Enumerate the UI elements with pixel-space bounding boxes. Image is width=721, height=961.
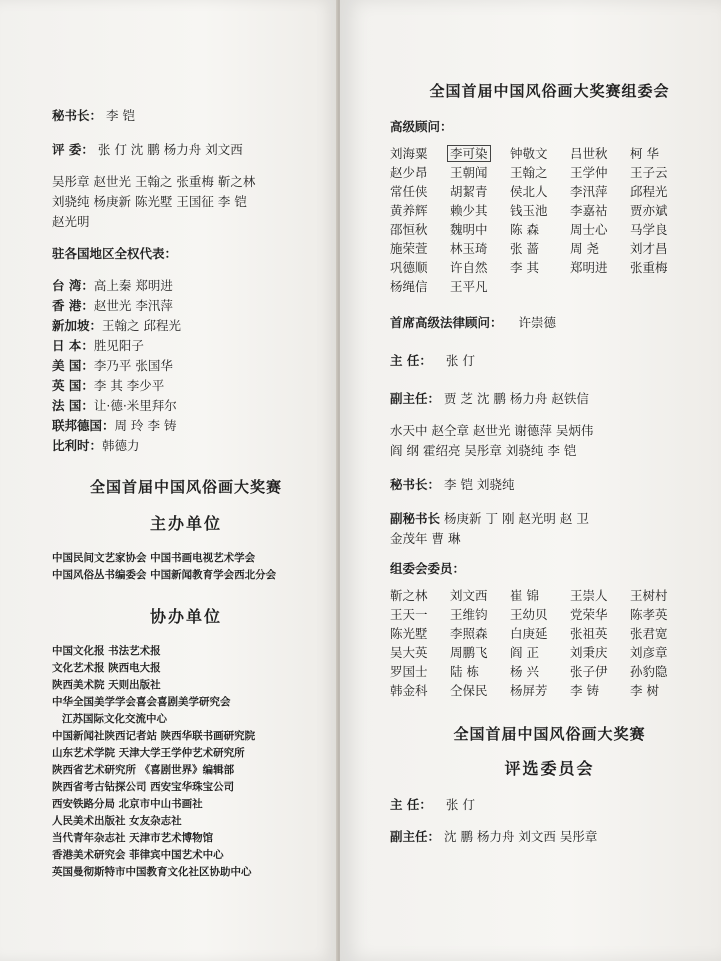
rep-row: 法 国：让·德·米里拜尔 [52, 398, 177, 413]
advisor-name: 张 蔷 [510, 241, 539, 256]
advisor-name: 赵少昂 [390, 165, 428, 180]
rep-row: 联邦德国：周 玲 李 铸 [52, 418, 177, 433]
cohost-line: 山东艺术学院 天津大学王学仲艺术研究所 [52, 747, 245, 759]
member-name: 周鹏飞 [450, 645, 488, 660]
advisor-name: 施荣萱 [390, 241, 428, 256]
chief-legal-line [390, 315, 709, 331]
director-name: 张 仃 [445, 353, 475, 368]
advisors-grid [390, 145, 709, 295]
deputy-secretaries-names-1: 杨庚新 丁 刚 赵光明 赵 卫 [444, 511, 589, 526]
advisor-name: 张重梅 [630, 260, 668, 275]
host-line: 中国民间文艺家协会 中国书画电视艺术学会 [52, 552, 256, 564]
advisor-name: 王翰之 [510, 165, 548, 180]
advisor-name: 侯北人 [510, 184, 548, 199]
cohost-line: 江苏国际文化交流中心 [62, 713, 167, 725]
vice-directors-names-1: 贾 芝 沈 鹏 杨力舟 赵铁信 [444, 391, 589, 406]
cohost-line: 中华全国美学学会喜会喜剧美学研究会 [52, 696, 231, 708]
member-name: 杨 兴 [510, 664, 539, 679]
selection-vice-names: 沈 鹏 杨力舟 刘文西 吴彤章 [444, 829, 598, 844]
member-name: 李 铸 [570, 683, 599, 698]
judges-line-1 [52, 142, 320, 158]
advisor-name: 黄养辉 [390, 203, 428, 218]
selection-director-line [390, 797, 709, 813]
selection-director-label: 主 任： [390, 797, 432, 812]
cohost-line: 中国文化报 书法艺术报 [52, 645, 161, 657]
rep-row: 香 港：赵世光 李汛萍 [52, 298, 173, 313]
right-secretary-line [390, 477, 709, 493]
committee-title: 全国首届中国风俗画大奖赛组委会 [429, 82, 670, 100]
cohost-line: 香港美术研究会 菲律宾中国艺术中心 [52, 849, 224, 861]
vice-directors-line-1 [390, 391, 709, 407]
advisor-name: 马学良 [630, 222, 668, 237]
advisor-name: 许自然 [450, 260, 488, 275]
advisor-name: 王学仲 [570, 165, 608, 180]
host-line: 中国风俗丛书编委会 中国新闻教育学会西北分会 [52, 569, 277, 581]
right-secretary-names: 李 铠 刘骁纯 [444, 477, 515, 492]
rep-row: 日 本：胜见阳子 [52, 338, 144, 353]
selection-subtitle: 评选委员会 [504, 759, 595, 778]
judges-label: 评 委： [52, 142, 94, 157]
advisor-name: 李 其 [510, 260, 539, 275]
member-name: 陈光墅 [390, 626, 428, 641]
director-label: 主 任： [390, 353, 432, 368]
advisor-name: 王平凡 [450, 279, 488, 294]
right-secretary-label: 秘书长： [390, 477, 441, 492]
rep-row: 新加坡：王翰之 邱程光 [52, 318, 181, 333]
member-name: 陈孝英 [630, 607, 668, 622]
deputy-secretaries-names-2: 金茂年 曹 琳 [390, 531, 461, 546]
secretary-general-names: 李 铠 [106, 108, 135, 123]
advisor-name: 邱程光 [630, 184, 668, 199]
host-title: 主办单位 [149, 514, 222, 533]
cohost-title: 协办单位 [149, 607, 222, 626]
advisor-name: 胡絜青 [450, 184, 488, 199]
advisor-name: 柯 华 [630, 146, 659, 161]
cohost-list [52, 643, 320, 881]
advisor-name: 李嘉祜 [570, 203, 608, 218]
member-name: 李照森 [450, 626, 488, 641]
secretary-general-line [52, 108, 320, 124]
member-name: 韩金科 [390, 683, 428, 698]
advisors-title: 高级顾问： [390, 119, 453, 134]
cohost-line: 英国曼彻斯特市中国教育文化社区协助中心 [52, 866, 252, 878]
members-title: 组委会委员： [390, 561, 466, 576]
left-page [0, 0, 338, 961]
selection-director-name: 张 仃 [445, 797, 475, 812]
chief-legal-label: 首席高级法律顾问： [390, 315, 503, 330]
reps-title: 驻各国地区全权代表： [52, 246, 178, 261]
advisor-name: 刘海粟 [390, 146, 428, 161]
vice-directors-label: 副主任： [390, 391, 441, 406]
members-grid [390, 587, 709, 699]
advisor-name: 吕世秋 [570, 146, 608, 161]
right-page [340, 0, 721, 961]
judges-names-4: 赵光明 [52, 214, 90, 229]
advisor-name: 贾亦斌 [630, 203, 668, 218]
member-name: 张子伊 [570, 664, 608, 679]
member-name: 党荣华 [570, 607, 608, 622]
cohost-line: 文化艺术报 陕西电大报 [52, 662, 161, 674]
contest-title: 全国首届中国风俗画大奖赛 [89, 478, 282, 496]
vice-directors-names-3: 阎 纲 霍绍亮 吴彤章 刘骁纯 李 铠 [390, 443, 577, 458]
deputy-secretaries-label: 副秘书长 [390, 511, 441, 526]
advisor-name: 郑明进 [570, 260, 608, 275]
cohost-line: 人民美术出版社 女友杂志社 [52, 815, 182, 827]
cohost-line: 西安铁路分局 北京市中山书画社 [52, 798, 203, 810]
member-name: 罗国士 [390, 664, 428, 679]
advisor-name-highlighted: 李可染 [450, 145, 502, 162]
member-name: 刘文西 [450, 588, 488, 603]
advisor-name: 王朝闻 [450, 165, 488, 180]
member-name: 王天一 [390, 607, 428, 622]
member-name: 王幼贝 [510, 607, 548, 622]
secretary-general-label: 秘书长： [52, 108, 103, 123]
advisor-name: 邵恒秋 [390, 222, 428, 237]
member-name: 王崇人 [570, 588, 608, 603]
advisor-name: 林玉琦 [450, 241, 488, 256]
member-name: 陆 栋 [450, 664, 479, 679]
judges-names-3: 刘骁纯 杨庚新 陈光墅 王国征 李 铠 [52, 194, 247, 209]
advisor-name: 巩德顺 [390, 260, 428, 275]
cohost-line: 陕西美术院 天则出版社 [52, 679, 161, 691]
advisor-name: 钱玉池 [510, 203, 548, 218]
chief-legal-name: 许崇德 [518, 315, 557, 330]
advisor-name: 常任侠 [390, 184, 428, 199]
advisor-name: 赖少其 [450, 203, 488, 218]
selection-vice-line [390, 829, 709, 845]
advisor-name: 魏明中 [450, 222, 488, 237]
member-name: 王树村 [630, 588, 668, 603]
judges-names-1: 张 仃 沈 鹏 杨力舟 刘文西 [97, 142, 243, 157]
rep-row: 比利时：韩德力 [52, 438, 140, 453]
cohost-line: 当代青年杂志社 天津市艺术博物馆 [52, 832, 214, 844]
member-name: 杨屏芳 [510, 683, 548, 698]
member-name: 孙豹隐 [630, 664, 668, 679]
cohost-line: 中国新闻社陕西记者站 陕西华联书画研究院 [52, 730, 256, 742]
advisor-name: 钟敬文 [510, 146, 548, 161]
rep-row: 美 国：李乃平 张国华 [52, 358, 173, 373]
member-name: 刘秉庆 [570, 645, 608, 660]
member-name: 白庚延 [510, 626, 548, 641]
member-name: 吴大英 [390, 645, 428, 660]
member-name: 刘彦章 [630, 645, 668, 660]
advisor-name: 王子云 [630, 165, 668, 180]
rep-row: 台 湾：高上秦 郑明进 [52, 278, 173, 293]
member-name: 阎 正 [510, 645, 539, 660]
advisor-name: 李汛萍 [570, 184, 608, 199]
member-name: 张君宽 [630, 626, 668, 641]
member-name: 仝保民 [450, 683, 488, 698]
member-name: 李 树 [630, 683, 659, 698]
advisor-name: 杨绳信 [390, 279, 428, 294]
judges-names-2: 吴彤章 赵世光 王翰之 张重梅 靳之林 [52, 174, 256, 189]
member-name: 崔 锦 [510, 588, 539, 603]
advisor-name: 陈 森 [510, 222, 539, 237]
selection-title: 全国首届中国风俗画大奖赛 [453, 725, 646, 743]
member-name: 靳之林 [390, 588, 428, 603]
advisor-name: 周士心 [570, 222, 608, 237]
cohost-line: 陕西省考古钻探公司 西安宝华珠宝公司 [52, 781, 235, 793]
director-line [390, 353, 709, 369]
deputy-secretaries-line-1 [390, 511, 709, 527]
advisor-name: 刘才昌 [630, 241, 668, 256]
reps-list [52, 278, 320, 454]
vice-directors-names-2: 水天中 赵仝章 赵世光 谢德萍 吴炳伟 [390, 423, 594, 438]
cohost-line: 陕西省艺术研究所 《喜剧世界》编辑部 [52, 764, 235, 776]
member-name: 张祖英 [570, 626, 608, 641]
rep-row: 英 国：李 其 李少平 [52, 378, 165, 393]
member-name: 王维钧 [450, 607, 488, 622]
advisor-name: 周 尧 [570, 241, 599, 256]
selection-vice-label: 副主任： [390, 829, 441, 844]
